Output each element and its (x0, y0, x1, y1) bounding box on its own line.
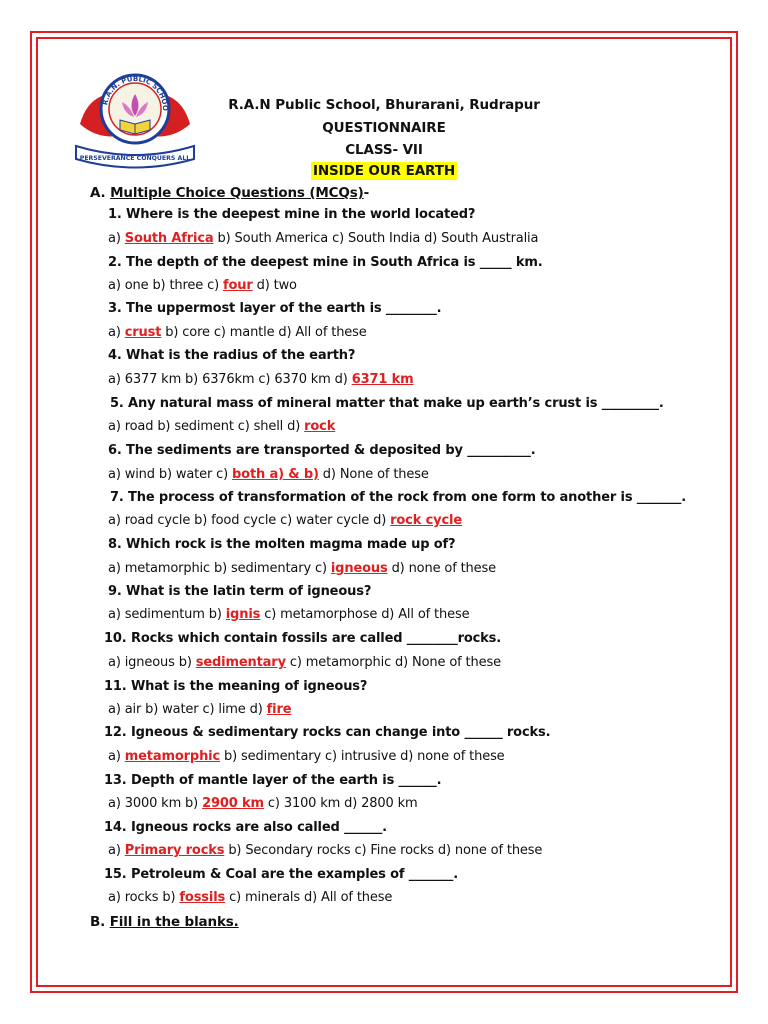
options-12: a) metamorphic b) sedimentary c) intrusive d) none of these (108, 749, 505, 764)
question-6: 6. The sediments are transported & deposited by __________. (108, 443, 536, 458)
options-1: a) South Africa b) South America c) South India d) South Australia (108, 231, 539, 246)
logo-motto: PERSEVERANCE CONQUERS ALL (79, 155, 191, 162)
answer-10: sedimentary (195, 655, 286, 670)
question-9: 9. What is the latin term of igneous? (108, 584, 372, 599)
options-3: a) crust b) core c) mantle d) All of these (108, 325, 367, 340)
question-3: 3. The uppermost layer of the earth is ________. (108, 301, 442, 316)
options-13: a) 3000 km b) 2900 km c) 3100 km d) 2800 km (108, 796, 418, 811)
options-4: a) 6377 km b) 6376km c) 6370 km d) 6371 km (108, 372, 414, 387)
answer-8: igneous (330, 561, 388, 576)
answer-7: rock cycle (390, 513, 463, 528)
question-8: 8. Which rock is the molten magma made up of? (108, 537, 456, 552)
question-14: 14. Igneous rocks are also called ______. (104, 820, 387, 835)
question-2: 2. The depth of the deepest mine in South Africa is _____ km. (108, 255, 543, 270)
answer-14: Primary rocks (124, 843, 225, 858)
topic-highlight: INSIDE OUR EARTH (312, 163, 456, 179)
options-10: a) igneous b) sedimentary c) metamorphic d) None of these (108, 655, 501, 670)
options-7: a) road cycle b) food cycle c) water cycle d) rock cycle (108, 513, 463, 528)
options-8: a) metamorphic b) sedimentary c) igneous d) none of these (108, 561, 496, 576)
logo-arc-text: R.A.N. PUBLIC SCHOO (101, 74, 170, 111)
school-name: R.A.N Public School, Bhurarani, Rudrapur (228, 97, 540, 113)
class-label: CLASS- VII (345, 142, 423, 158)
options-9: a) sedimentum b) ignis c) metamorphose d) All of these (108, 607, 470, 622)
question-15: 15. Petroleum & Coal are the examples of _______. (104, 867, 459, 882)
question-5: 5. Any natural mass of mineral matter that make up earth’s crust is _________. (110, 396, 664, 411)
question-4: 4. What is the radius of the earth? (108, 348, 356, 363)
question-10: 10. Rocks which contain fossils are called ________rocks. (104, 631, 502, 646)
section-b-heading (90, 914, 239, 930)
section-a-title: Multiple Choice Questions (MCQs) (110, 185, 364, 201)
options-11: a) air b) water c) lime d) fire (108, 702, 292, 717)
section-a-suffix: - (363, 185, 370, 201)
answer-4: 6371 km (351, 372, 414, 387)
question-1: 1. Where is the deepest mine in the world located? (108, 207, 476, 222)
answer-3: crust (124, 325, 162, 340)
document-type: QUESTIONNAIRE (322, 120, 446, 136)
question-11: 11. What is the meaning of igneous? (104, 679, 368, 694)
options-15: a) rocks b) fossils c) minerals d) All of these (108, 890, 393, 905)
answer-11: fire (266, 702, 292, 717)
answer-13: 2900 km (202, 796, 264, 811)
section-a-heading (90, 185, 369, 201)
answer-12: metamorphic (124, 749, 221, 764)
answer-15: fossils (179, 890, 226, 905)
question-12: 12. Igneous & sedimentary rocks can change into ______ rocks. (104, 725, 551, 740)
answer-5: rock (304, 419, 336, 434)
answer-2: four (222, 278, 253, 293)
section-b-title: Fill in the blanks. (109, 914, 239, 930)
section-a-letter: A. (90, 185, 106, 201)
section-b-letter: B. (90, 914, 106, 930)
answer-9: ignis (225, 607, 261, 622)
options-6: a) wind b) water c) both a) & b) d) None of these (108, 467, 429, 482)
answer-6: both a) & b) (232, 467, 319, 482)
answer-1: South Africa (124, 231, 214, 246)
options-5: a) road b) sediment c) shell d) rock (108, 419, 336, 434)
options-2: a) one b) three c) four d) two (108, 278, 297, 293)
topic-title (0, 163, 768, 179)
question-13: 13. Depth of mantle layer of the earth is ______. (104, 773, 442, 788)
options-14: a) Primary rocks b) Secondary rocks c) Fine rocks d) none of these (108, 843, 543, 858)
question-7: 7. The process of transformation of the rock from one form to another is _______. (110, 490, 687, 505)
